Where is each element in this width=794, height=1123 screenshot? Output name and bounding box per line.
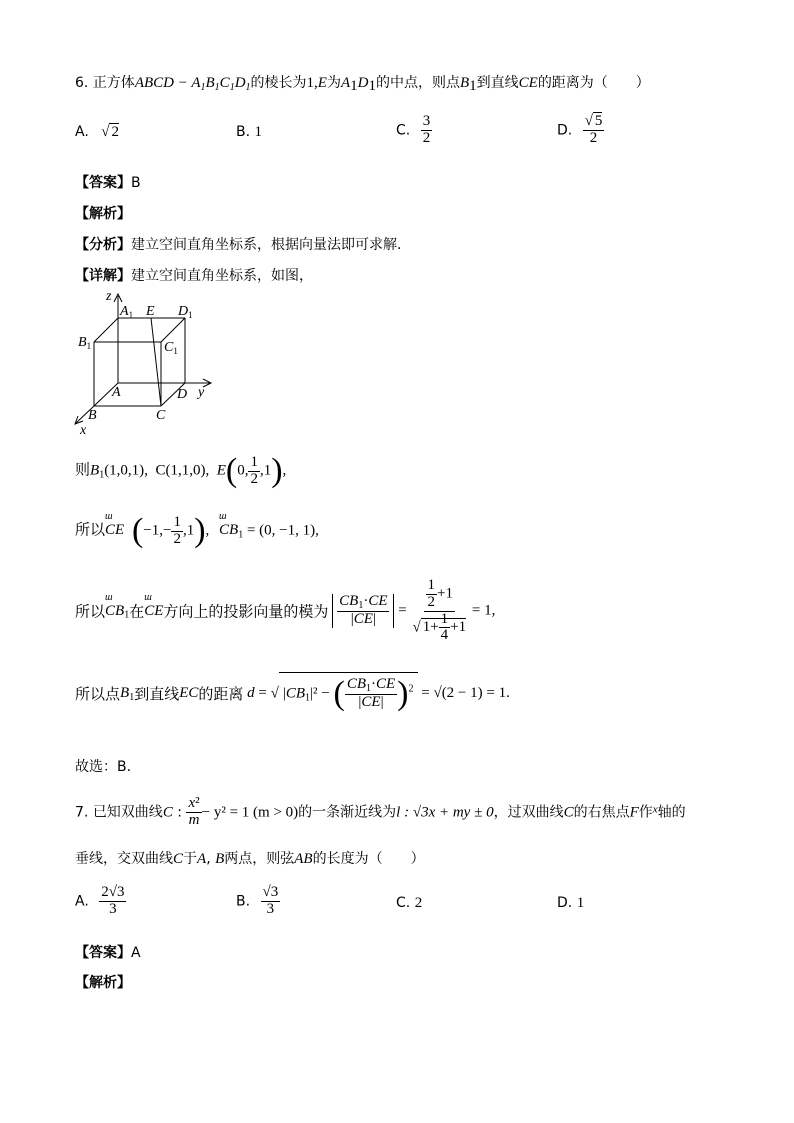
q6-option-d: D. $\frac{√ 5}{2}$: [557, 113, 603, 146]
q6-fenxi: 【分析】建立空间直角坐标系，根据向量法即可求解.: [75, 237, 402, 253]
q6-number: 6.: [75, 75, 89, 91]
q6-distance: 所以点$B_1$到直线EC的距离 d = √ $|CB_1|^2$ − ( $\frac{CB_1\cdot CE}{|CE|}$ )$^2$ = √(2 − 1) = 1.: [75, 672, 510, 715]
fig-e-label: E: [146, 304, 155, 319]
q6-stem: 6. 正方体ABCD − $A_1B_1C_1D_1$的棱长为1,E为$A_1D_1$的中点，则点$B_1$到直线CE的距离为（ ）: [75, 75, 650, 94]
fig-c1-label: $C_1$: [164, 340, 178, 356]
fig-b-label: B: [88, 408, 97, 423]
q7-stem-line2: 垂线，交双曲线C于A, B两点，则弦AB的长度为（ ）: [75, 851, 425, 867]
fig-d-label: D: [177, 387, 188, 402]
q7-answer: 【答案】A: [75, 945, 141, 961]
q7-option-c: C. 2: [396, 895, 423, 911]
q6-option-c: C. $\frac{3}{2}$: [396, 113, 431, 146]
q7-option-d: D. 1: [557, 895, 585, 911]
q6-conclusion: 故选：B.: [75, 759, 132, 775]
q6-coords: 则$B_1(1,0,1)$, C(1,1,0), E(0, $\frac{1}{2}$ ,1),: [75, 452, 287, 489]
cube-figure: [70, 288, 220, 436]
q6-projection: 所以ш $CB_1$在ш CE方向上的投影向量的模为 $\frac{CB_1\cdot CE}{|CE|}$ = $\frac{1}{2}$ +1 √ 1+ $\frac{1}{4}$ +1 = 1,: [75, 578, 495, 644]
q6-answer: 【答案】B: [75, 175, 141, 191]
q7-option-b: B. $\frac{√3}{3}$: [236, 884, 279, 917]
fig-c-label: C: [156, 408, 166, 423]
fig-b1-label: $B_1$: [78, 335, 92, 351]
fig-a-label: A: [112, 385, 121, 400]
q6-vector-ce: 所以ш CE (−1,− $\frac{1}{2}$ ,1), ш $CB_1 = (0$, −1, 1),: [75, 512, 319, 550]
q6-analysis-tag: 【解析】: [75, 206, 131, 222]
q6-xiangjie: 【详解】建立空间直角坐标系，如图，: [75, 268, 313, 284]
fig-z-label: z: [106, 289, 112, 304]
q7-option-a: A. $\frac{2√3}{3}$: [75, 884, 125, 917]
q6-option-b: B. 1: [236, 124, 263, 140]
fig-a1-label: $A_1$: [120, 304, 134, 320]
q7-stem-line1: 7. 已知双曲线C : $\frac{\text{x²}}{m}$ − y² = 1 (m > 0)的一条渐近线为l : √3x + my ± 0，过双曲线C的右焦点F作$^x$轴的: [75, 795, 686, 828]
fig-d1-label: $D_1$: [178, 304, 193, 320]
q7-analysis-tag: 【解析】: [75, 975, 131, 991]
fig-y-label: y: [198, 385, 205, 400]
fig-x-label: x: [80, 423, 87, 436]
cube-name: ABCD − $A_1B_1C_1D_1$: [134, 75, 251, 93]
q6-option-a: A. √ 2: [75, 124, 119, 140]
